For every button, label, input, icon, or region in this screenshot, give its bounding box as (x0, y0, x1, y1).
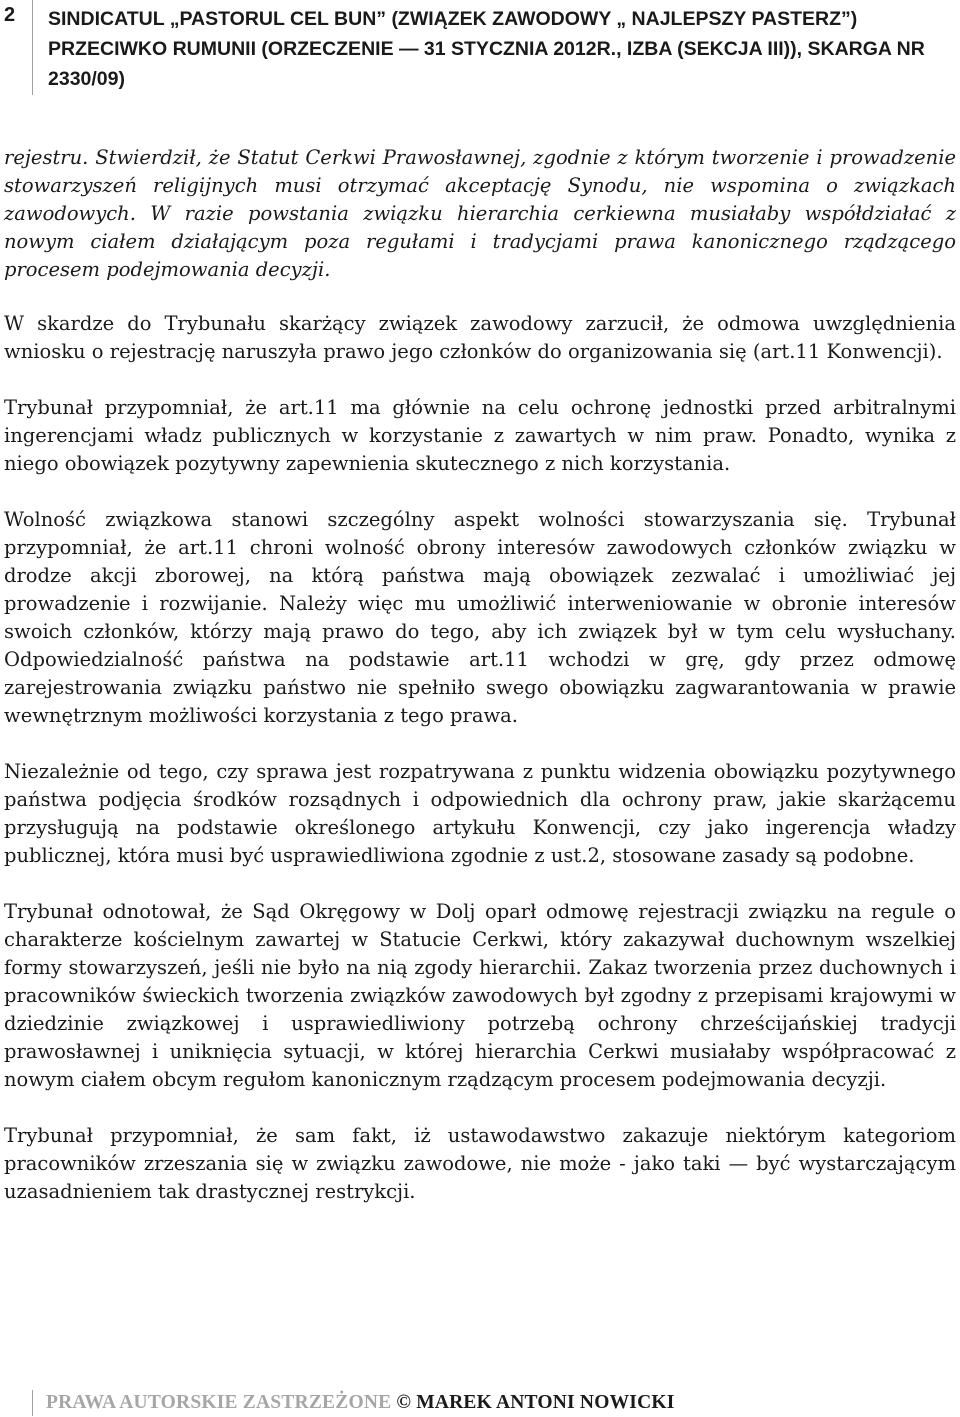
paragraph-7: Trybunał przypomniał, że sam fakt, iż ustawodawstwo zakazuje niektórym kategoriom pracowników zrzeszania się w związku zawodowe, nie może - jako taki — być wystarczającym uzasadnieniem tak drastycznej restrykcji. (4, 1124, 956, 1203)
paragraph-2: W skardze do Trybunału skarżący związek zawodowy zarzucił, że odmowa uwzględnienia wniosku o rejestrację naruszyła prawo jego członków do organizowania się (art.11 Konwencji). (4, 312, 956, 363)
paragraph-6: Trybunał odnotował, że Sąd Okręgowy w Dolj oparł odmowę rejestracji związku na regule o charakterze kościelnym zawartej w Statucie Cerkwi, który zakazywał duchownym wszelkiej formy stowarzyszeń, jeśli nie było na nią zgody hierarchii. Zakaz tworzenia przez duchownych i pracowników świeckich tworzenia związków zawodowych był zgodny z przepisami krajowymi w dziedzinie związkowej i usprawiedliwiony potrzebą ochrony chrześcijańskiej tradycji prawosławnej i uniknięcia sytuacji, w której hierarchia Cerkwi musiałaby współpracować z nowym ciałem obcym regułom kanonicznym rządzącym procesem podejmowania decyzji. (4, 900, 956, 1091)
copyright-icon: © (396, 1392, 412, 1413)
document-title: SINDICATUL „PASTORUL CEL BUN” (ZWIĄZEK ZAWODOWY „ NAJLEPSZY PASTERZ”) PRZECIWKO RUMUNII (ORZECZENIE — 31 STYCZNIA 2012R., IZBA (SEKCJA III)), SKARGA NR 2330/09) (48, 8, 925, 90)
page-number: 2 (4, 4, 16, 26)
footer-divider (32, 1390, 33, 1416)
header-divider (32, 0, 33, 95)
copyright-notice (46, 1392, 675, 1414)
paragraph-3: Trybunał przypomniał, że art.11 ma głównie na celu ochronę jednostki przed arbitralnymi ingerencjami władz publicznych w korzystanie z zawartych w nim praw. Ponadto, wynika z niego obowiązek pozytywny zapewnienia skutecznego z nich korzystania. (4, 396, 956, 475)
document-body (4, 144, 956, 1234)
page-header (0, 0, 960, 100)
paragraph-5: Niezależnie od tego, czy sprawa jest rozpatrywana z punktu widzenia obowiązku pozytywnego państwa podjęcia środków rozsądnych i odpowiednich dla ochrony praw, jakie skarżącemu przysługują na podstawie określonego artykułu Konwencji, czy jako ingerencja władzy publicznej, która musi być usprawiedliwiona zgodnie z ust.2, stosowane zasady są podobne. (4, 760, 956, 867)
rights-reserved-text: PRAWA AUTORSKIE ZASTRZEŻONE (46, 1392, 392, 1413)
paragraph-1: rejestru. Stwierdził, że Statut Cerkwi Prawosławnej, zgodnie z którym tworzenie i prowadzenie stowarzyszeń religijnych musi otrzymać akceptację Synodu, nie wspomina o związkach zawodowych. W razie powstania związku hierarchia cerkiewna musiałaby współdziałać z nowym ciałem działającym poza regułami i tradycjami prawa kanonicznego rządzącego procesem podejmowania decyzji. (4, 146, 956, 281)
paragraph-4: Wolność związkowa stanowi szczególny aspekt wolności stowarzyszania się. Trybunał przypomniał, że art.11 chroni wolność obrony interesów zawodowych członków związku w drodze akcji zborowej, na którą państwa mają obowiązek zezwalać i umożliwiać jej prowadzenie i rozwijanie. Należy więc mu umożliwić interweniowanie w obronie interesów swoich członków, którzy mają prawo do tego, aby ich związek był w tym celu wysłuchany. Odpowiedzialność państwa na podstawie art.11 wchodzi w grę, gdy przez odmowę zarejestrowania związku państwo nie spełniło swego obowiązku zagwarantowania w prawie wewnętrznym możliwości korzystania z tego prawa. (4, 508, 956, 727)
author-name: MAREK ANTONI NOWICKI (416, 1392, 675, 1413)
page-footer (0, 1384, 960, 1417)
